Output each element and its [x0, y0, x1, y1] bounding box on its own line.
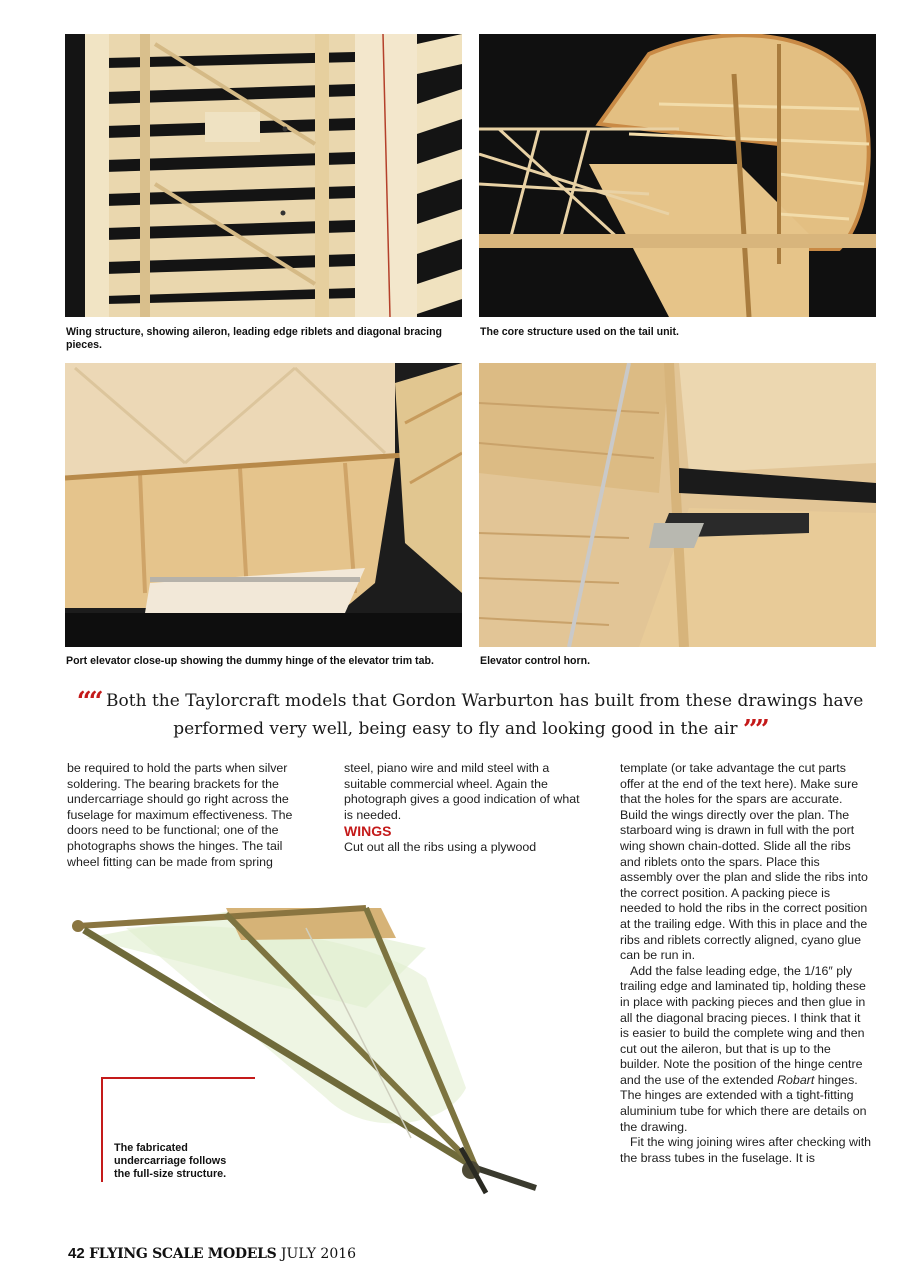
open-quote-mark: “	[76, 687, 89, 717]
text-column-1	[67, 761, 315, 870]
undercarriage-photo	[66, 888, 606, 1233]
pull-quote	[70, 688, 870, 744]
column3-paragraph-1: template (or take advantage the cut parts offer at the end of the text here). Make sure that the holes for the spars are accurate.	[620, 761, 859, 807]
text-column-2	[344, 761, 589, 856]
magazine-name: FLYING SCALE MODELS	[89, 1246, 277, 1262]
caption-tail-core: The core structure used on the tail unit.	[480, 326, 679, 338]
port-elevator-photo	[65, 363, 462, 647]
page-footer	[68, 1245, 356, 1262]
page-number: 42	[68, 1245, 85, 1262]
column3-paragraph-4: Fit the wing joining wires after checking with the brass tubes in the fuselage. It is	[620, 1135, 872, 1165]
open-quote-mark-2: “	[88, 687, 101, 717]
column3-paragraph-3	[620, 964, 872, 1136]
column2-paragraph-1: steel, piano wire and mild steel with a suitable commercial wheel. Again the photograph gives a good indication of what is needed.	[344, 761, 580, 822]
column3-paragraph-2: Build the wings directly over the plan. The starboard wing is drawn in full with the port wing shown chain-dotted. Slide all the ribs and riblets onto the spars. Place this assembly over the plan and slide the ribs into the correct position. A packing piece is needed to hold the ribs in the correct position at the trailing edge. With this in place and the ribs and riblets correctly aligned, cyano glue can be run in.	[620, 807, 868, 963]
wing-structure-photo	[65, 34, 462, 317]
wings-heading: WINGS	[344, 823, 392, 840]
control-horn-photo	[479, 363, 876, 647]
text-column-3	[620, 761, 872, 1166]
column1-paragraph: be required to hold the parts when silver soldering. The bearing brackets for the undercarriage should go right across the fuselage for maximum effectiveness. The doors need to be functional; one of the photographs shows the hinges. The tail wheel fitting can be made from spring	[67, 761, 293, 869]
close-quote-mark-2: ”	[754, 715, 767, 745]
caption-undercarriage: The fabricated undercarriage follows the full-size structure.	[114, 1142, 227, 1180]
caption-accent-line-horizontal	[101, 1077, 255, 1079]
column2-paragraph-2: Cut out all the ribs using a plywood	[344, 840, 537, 855]
column3-paragraph-3-text: Add the false leading edge, the 1/16″ ply trailing edge and laminated tip, holding these in place with packing pieces and then glue in all the diagonal bracing pieces. I think that it is easier to build the complete wing and then cut out the aileron, but that is up to the builder. Note the position of the hinge centre and the use of the extended	[620, 963, 866, 1087]
tail-core-photo	[479, 34, 876, 317]
column3-paragraph-3-end: hinges. The hinges are extended with a tight-fitting aluminium tube for which there are details on the drawing.	[620, 1072, 867, 1134]
caption-accent-line-vertical	[101, 1077, 103, 1182]
pull-quote-text: Both the Taylorcraft models that Gordon Warburton has built from these drawings have performed very well, being easy to fly and looking good in the air	[106, 691, 864, 739]
issue-date: JULY 2016	[280, 1246, 357, 1262]
caption-wing-structure: Wing structure, showing aileron, leading edge riblets and diagonal bracing pieces.	[66, 326, 443, 351]
caption-control-horn: Elevator control horn.	[480, 655, 591, 667]
robart-italic: Robart	[777, 1072, 815, 1087]
close-quote-mark: ”	[742, 715, 755, 745]
caption-port-elevator: Port elevator close-up showing the dummy hinge of the elevator trim tab.	[66, 655, 434, 667]
